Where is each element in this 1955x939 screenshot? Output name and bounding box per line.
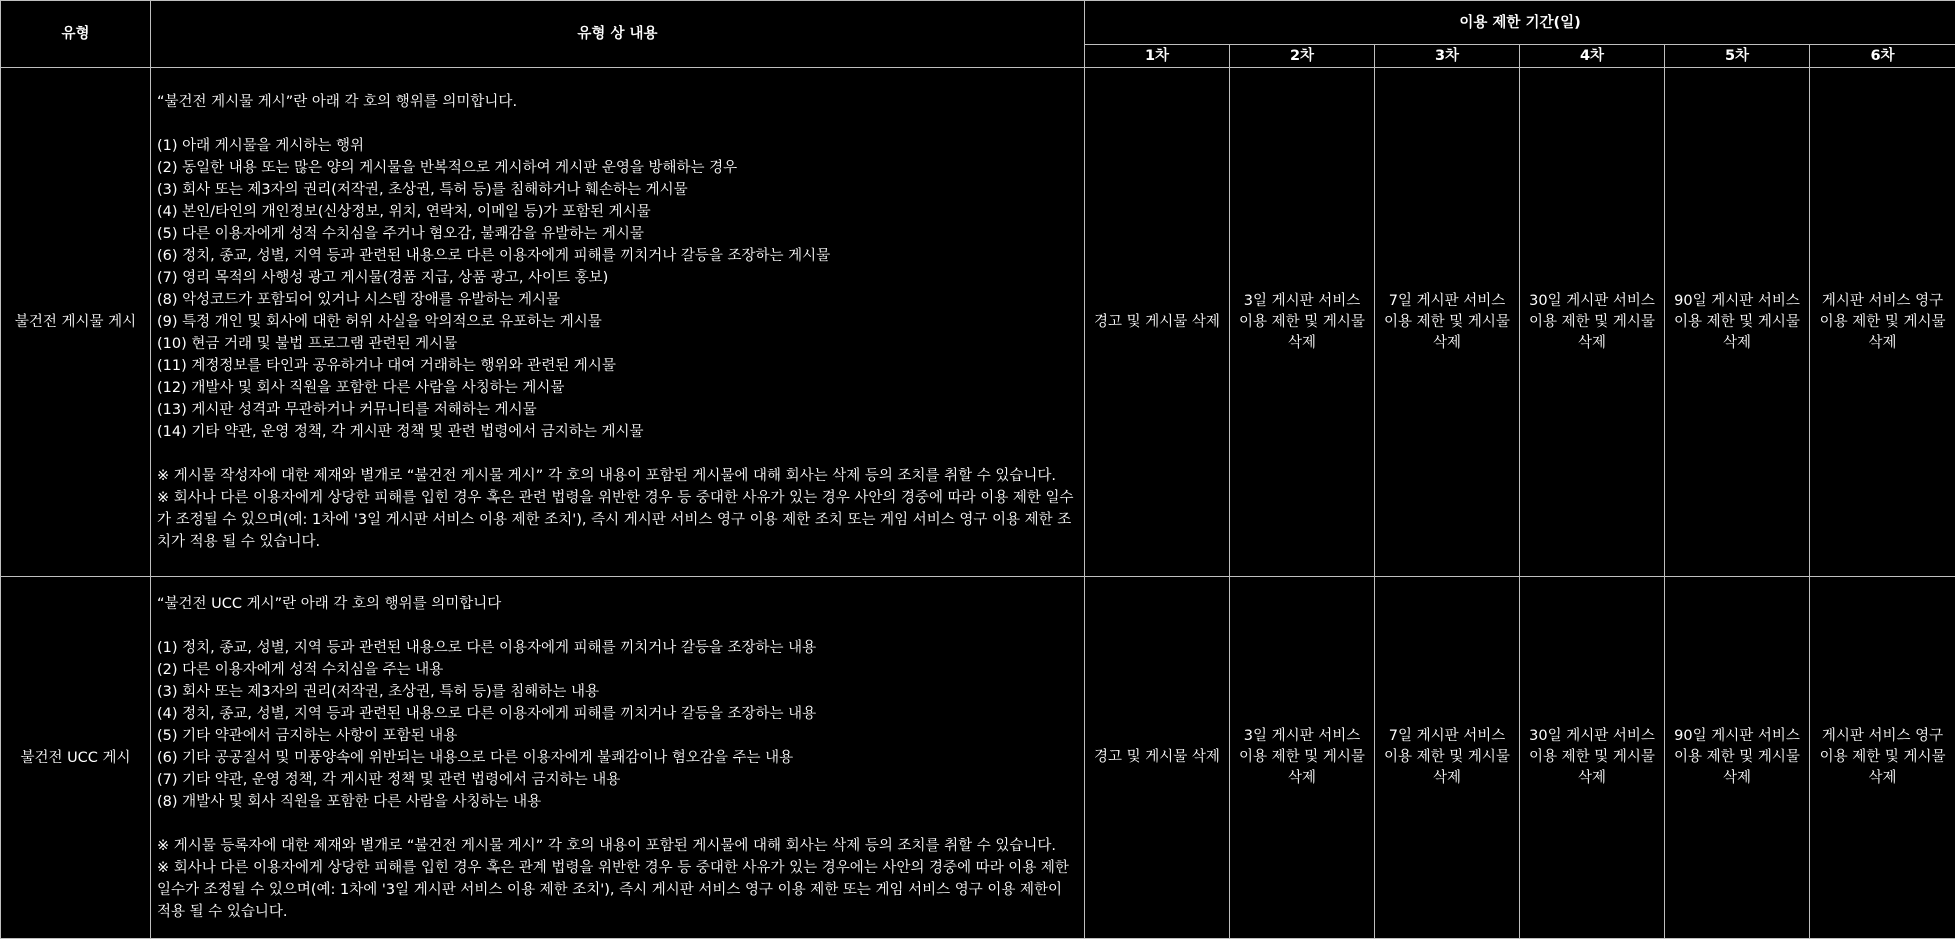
penalty-cell-stage-3: 7일 게시판 서비스 이용 제한 및 게시물 삭제 [1375,68,1520,577]
detail-item: (2) 동일한 내용 또는 많은 양의 게시물을 반복적으로 게시하여 게시판 운영을 방해하는 경우 [157,157,1078,179]
table-row [1,68,1955,577]
header-stage-3: 3차 [1375,45,1520,68]
detail-note: ※ 회사나 다른 이용자에게 상당한 피해를 입힌 경우 혹은 관련 법령을 위반한 경우 등 중대한 사유가 있는 경우 사안의 경중에 따라 이용 제한 일수가 조정될 수 있으며(예: 1차에 '3일 게시판 서비스 이용 제한 조치'), 즉시 게시판 서비스 영구 이용 제한 조치 또는 게임 서비스 영구 이용 제한 조치가 적용 될 수 있습니다. [157,487,1078,553]
detail-item: (6) 기타 공공질서 및 미풍양속에 위반되는 내용으로 다른 이용자에게 불쾌감이나 혐오감을 주는 내용 [157,747,1078,769]
row-type-cell: 불건전 UCC 게시 [1,577,151,939]
detail-item: (10) 현금 거래 및 불법 프로그램 관련된 게시물 [157,333,1078,355]
penalty-cell-stage-2: 3일 게시판 서비스 이용 제한 및 게시물 삭제 [1230,68,1375,577]
detail-note: ※ 게시물 작성자에 대한 제재와 별개로 “불건전 게시물 게시” 각 호의 내용이 포함된 게시물에 대해 회사는 삭제 등의 조치를 취할 수 있습니다. [157,465,1078,487]
detail-item: (12) 개발사 및 회사 직원을 포함한 다른 사람을 사칭하는 게시물 [157,377,1078,399]
row-detail-cell [151,577,1085,939]
header-stage-1: 1차 [1085,45,1230,68]
header-stage-6: 6차 [1810,45,1955,68]
penalty-cell-stage-5: 90일 게시판 서비스 이용 제한 및 게시물 삭제 [1665,577,1810,939]
header-stage-5: 5차 [1665,45,1810,68]
detail-item: (3) 회사 또는 제3자의 권리(저작권, 초상권, 특허 등)를 침해하거나 훼손하는 게시물 [157,179,1078,201]
detail-item: (14) 기타 약관, 운영 정책, 각 게시판 정책 및 관련 법령에서 금지하는 게시물 [157,421,1078,443]
header-period: 이용 제한 기간(일) [1085,1,1955,45]
detail-note: ※ 회사나 다른 이용자에게 상당한 피해를 입힌 경우 혹은 관계 법령을 위반한 경우 등 중대한 사유가 있는 경우에는 사안의 경중에 따라 이용 제한 일수가 조정될 수 있으며(예: 1차에 '3일 게시판 서비스 이용 제한 조치'), 즉시 게시판 서비스 영구 이용 제한 또는 게임 서비스 영구 이용 제한이 적용 될 수 있습니다. [157,857,1078,923]
penalty-cell-stage-1: 경고 및 게시물 삭제 [1085,68,1230,577]
table-row [1,577,1955,939]
detail-item: (6) 정치, 종교, 성별, 지역 등과 관련된 내용으로 다른 이용자에게 피해를 끼치거나 갈등을 조장하는 게시물 [157,245,1078,267]
detail-item: (2) 다른 이용자에게 성적 수치심을 주는 내용 [157,659,1078,681]
detail-item: (8) 개발사 및 회사 직원을 포함한 다른 사람을 사칭하는 내용 [157,791,1078,813]
detail-item: (4) 정치, 종교, 성별, 지역 등과 관련된 내용으로 다른 이용자에게 피해를 끼치거나 갈등을 조장하는 내용 [157,703,1078,725]
penalty-cell-stage-5: 90일 게시판 서비스 이용 제한 및 게시물 삭제 [1665,68,1810,577]
detail-item: (5) 다른 이용자에게 성적 수치심을 주거나 혐오감, 불쾌감을 유발하는 게시물 [157,223,1078,245]
penalty-cell-stage-6: 게시판 서비스 영구 이용 제한 및 게시물 삭제 [1810,68,1955,577]
detail-item: (4) 본인/타인의 개인정보(신상정보, 위치, 연락처, 이메일 등)가 포함된 게시물 [157,201,1078,223]
detail-intro: “불건전 게시물 게시”란 아래 각 호의 행위를 의미합니다. [157,91,1078,113]
penalty-cell-stage-4: 30일 게시판 서비스 이용 제한 및 게시물 삭제 [1520,68,1665,577]
detail-item: (7) 기타 약관, 운영 정책, 각 게시판 정책 및 관련 법령에서 금지하는 내용 [157,769,1078,791]
penalty-cell-stage-4: 30일 게시판 서비스 이용 제한 및 게시물 삭제 [1520,577,1665,939]
row-detail-cell [151,68,1085,577]
detail-item: (3) 회사 또는 제3자의 권리(저작권, 초상권, 특허 등)를 침해하는 내용 [157,681,1078,703]
penalty-cell-stage-6: 게시판 서비스 영구 이용 제한 및 게시물 삭제 [1810,577,1955,939]
detail-note: ※ 게시물 등록자에 대한 제재와 별개로 “불건전 게시물 게시” 각 호의 내용이 포함된 게시물에 대해 회사는 삭제 등의 조치를 취할 수 있습니다. [157,835,1078,857]
detail-intro: “불건전 UCC 게시”란 아래 각 호의 행위를 의미합니다 [157,593,1078,615]
penalty-cell-stage-2: 3일 게시판 서비스 이용 제한 및 게시물 삭제 [1230,577,1375,939]
detail-item: (11) 계정정보를 타인과 공유하거나 대여 거래하는 행위와 관련된 게시물 [157,355,1078,377]
penalty-cell-stage-3: 7일 게시판 서비스 이용 제한 및 게시물 삭제 [1375,577,1520,939]
detail-item: (8) 악성코드가 포함되어 있거나 시스템 장애를 유발하는 게시물 [157,289,1078,311]
header-stage-2: 2차 [1230,45,1375,68]
detail-item: (9) 특정 개인 및 회사에 대한 허위 사실을 악의적으로 유포하는 게시물 [157,311,1078,333]
detail-item: (13) 게시판 성격과 무관하거나 커뮤니티를 저해하는 게시물 [157,399,1078,421]
penalty-cell-stage-1: 경고 및 게시물 삭제 [1085,577,1230,939]
header-type: 유형 [1,1,151,68]
detail-item: (7) 영리 목적의 사행성 광고 게시물(경품 지급, 상품 광고, 사이트 홍보) [157,267,1078,289]
detail-item: (1) 정치, 종교, 성별, 지역 등과 관련된 내용으로 다른 이용자에게 피해를 끼치거나 갈등을 조장하는 내용 [157,637,1078,659]
header-stage-4: 4차 [1520,45,1665,68]
header-detail: 유형 상 내용 [151,1,1085,68]
detail-item: (1) 아래 게시물을 게시하는 행위 [157,135,1078,157]
detail-item: (5) 기타 약관에서 금지하는 사항이 포함된 내용 [157,725,1078,747]
row-type-cell: 불건전 게시물 게시 [1,68,151,577]
